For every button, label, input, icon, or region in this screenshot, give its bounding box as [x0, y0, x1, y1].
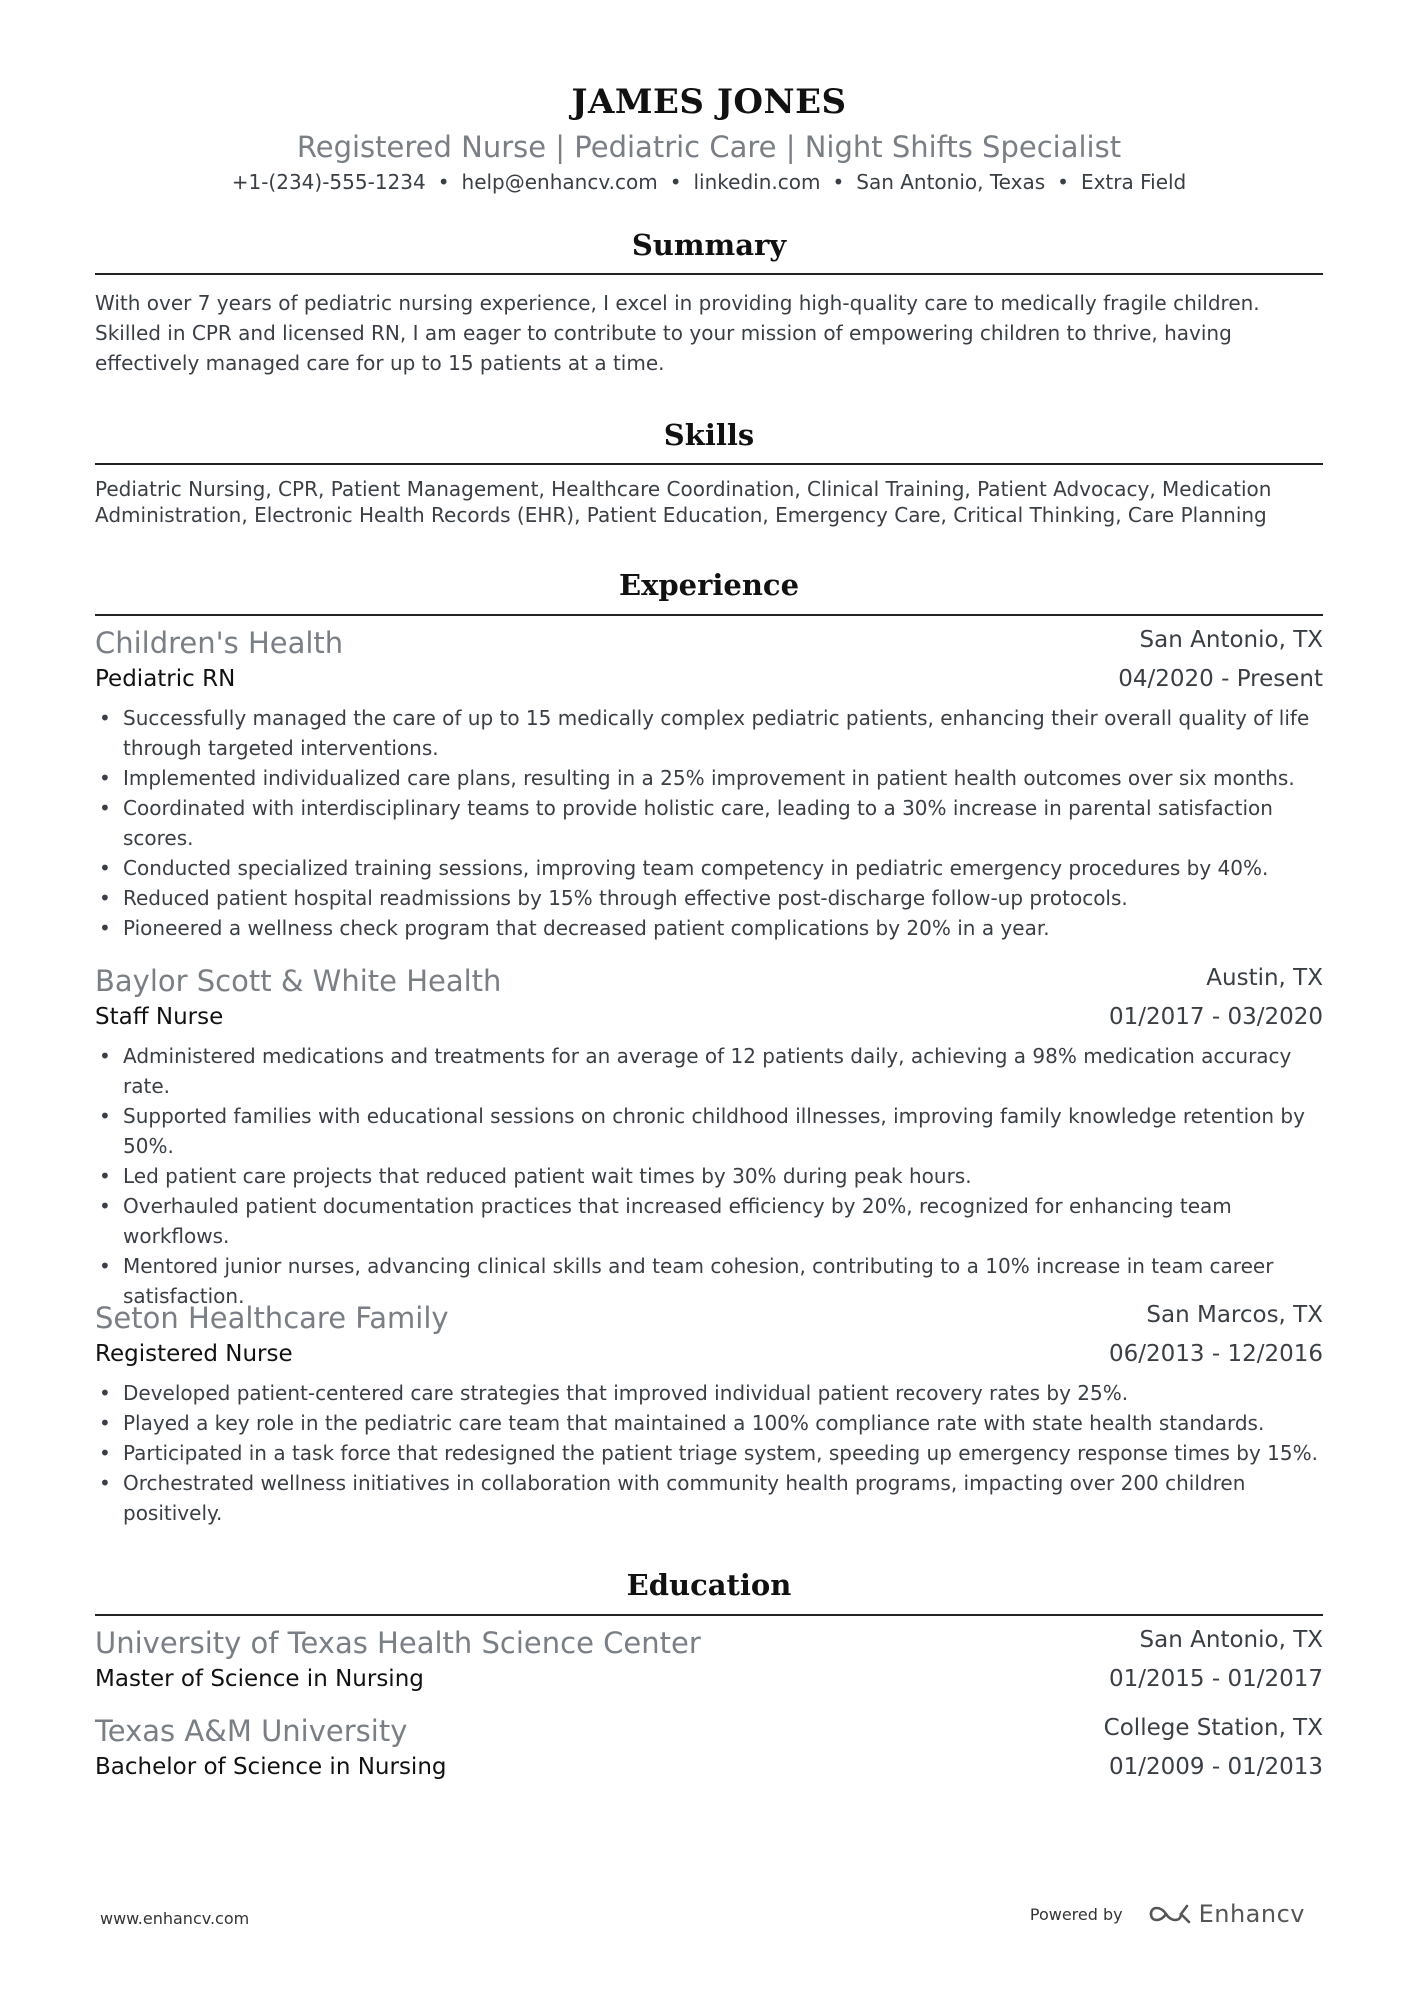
separator-dot: • [1057, 170, 1069, 194]
company-name: Baylor Scott & White Health [95, 964, 502, 998]
list-item: • Coordinated with interdisciplinary teams to provide holistic care, leading to a 30% increase in parental satisfaction scores. [123, 793, 1323, 853]
extra-field: Extra Field [1080, 170, 1187, 194]
job-dates: 04/2020 - Present [1118, 666, 1323, 692]
candidate-title: Registered Nurse | Pediatric Care | Night Shifts Specialist [296, 130, 1122, 164]
email[interactable]: help@enhancv.com [461, 170, 658, 194]
skills-heading: Skills [663, 418, 755, 452]
job-bullets [95, 1378, 1323, 1528]
school-location: College Station, TX [1103, 1715, 1323, 1741]
list-item: • Participated in a task force that redesigned the patient triage system, speeding up emergency response times by 15%. [123, 1438, 1323, 1468]
powered-by-label: Powered by [1029, 1904, 1123, 1924]
list-item: • Supported families with educational sessions on chronic childhood illnesses, improving family knowledge retention by 50%. [123, 1101, 1323, 1161]
list-item: • Developed patient-centered care strategies that improved individual patient recovery rates by 25%. [123, 1378, 1323, 1408]
list-item: • Successfully managed the care of up to 15 medically complex pediatric patients, enhancing their overall quality of life through targeted interventions. [123, 703, 1323, 763]
separator-dot: • [832, 170, 845, 194]
list-item: • Played a key role in the pediatric care team that maintained a 100% compliance rate with state health standards. [123, 1408, 1323, 1438]
job-location: San Antonio, TX [1139, 627, 1323, 653]
job-bullets [95, 1041, 1323, 1311]
job-dates: 01/2017 - 03/2020 [1108, 1004, 1323, 1030]
job-location: San Marcos, TX [1146, 1302, 1323, 1328]
section-divider [95, 273, 1323, 275]
school-name: Texas A&M University [95, 1714, 408, 1748]
experience-heading: Experience [618, 568, 800, 602]
phone: +1-(234)-555-1234 [231, 170, 426, 194]
summary-text: With over 7 years of pediatric nursing experience, I excel in providing high-quality care to medically fragile children. Skilled in CPR and licensed RN, I am eager to contribute to your mission of empowering children to thrive, having effectively managed care for up to 15 patients at a time. [95, 291, 1260, 375]
skills-text: Pediatric Nursing, CPR, Patient Management, Healthcare Coordination, Clinical Training, Patient Advocacy, Medication Administration, Electronic Health Records (EHR), Patient Education, Emergency Care, Critical Thinking, Care Planning [95, 477, 1272, 527]
enhancv-brand-name[interactable]: Enhancv [1198, 1900, 1305, 1928]
degree: Bachelor of Science in Nursing [95, 1754, 447, 1780]
section-divider [95, 614, 1323, 616]
footer-website-link[interactable]: www.enhancv.com [100, 1909, 250, 1928]
education-dates: 01/2015 - 01/2017 [1108, 1666, 1323, 1692]
candidate-name: JAMES JONES [571, 82, 847, 122]
job-bullets [95, 703, 1323, 943]
list-item: • Overhauled patient documentation practices that increased efficiency by 20%, recognized for enhancing team workflows. [123, 1191, 1323, 1251]
job-role: Registered Nurse [95, 1341, 293, 1367]
company-name: Children's Health [95, 626, 344, 660]
job-dates: 06/2013 - 12/2016 [1108, 1341, 1323, 1367]
summary-heading: Summary [631, 228, 787, 262]
list-item: • Conducted specialized training sessions, improving team competency in pediatric emergency procedures by 40%. [123, 853, 1323, 883]
list-item: • Reduced patient hospital readmissions by 15% through effective post-discharge follow-up protocols. [123, 883, 1323, 913]
separator-dot: • [437, 170, 450, 194]
section-divider [95, 463, 1323, 465]
list-item: • Administered medications and treatments for an average of 12 patients daily, achieving a 98% medication accuracy rate. [123, 1041, 1323, 1101]
separator-dot: • [669, 170, 682, 194]
school-name: University of Texas Health Science Center [95, 1626, 701, 1660]
education-dates: 01/2009 - 01/2013 [1108, 1754, 1323, 1780]
linkedin[interactable]: linkedin.com [693, 170, 821, 194]
company-name: Seton Healthcare Family [95, 1301, 449, 1335]
contact-line [95, 170, 1323, 194]
footer-branding [1030, 1900, 1305, 1928]
job-role: Staff Nurse [95, 1004, 224, 1030]
list-item: • Pioneered a wellness check program that decreased patient complications by 20% in a year. [123, 913, 1323, 943]
section-divider [95, 1614, 1323, 1616]
enhancv-logo-icon [1147, 1902, 1193, 1926]
job-location: Austin, TX [1206, 965, 1323, 991]
list-item: • Orchestrated wellness initiatives in collaboration with community health programs, impacting over 200 children positively. [123, 1468, 1323, 1528]
list-item: • Led patient care projects that reduced patient wait times by 30% during peak hours. [123, 1161, 1323, 1191]
school-location: San Antonio, TX [1139, 1627, 1323, 1653]
education-heading: Education [626, 1568, 792, 1602]
location: San Antonio, Texas [856, 170, 1046, 194]
degree: Master of Science in Nursing [95, 1666, 424, 1692]
list-item: • Mentored junior nurses, advancing clinical skills and team cohesion, contributing to a 10% increase in team career satisfaction. [123, 1251, 1323, 1311]
list-item: • Implemented individualized care plans, resulting in a 25% improvement in patient health outcomes over six months. [123, 763, 1323, 793]
job-role: Pediatric RN [95, 666, 236, 692]
